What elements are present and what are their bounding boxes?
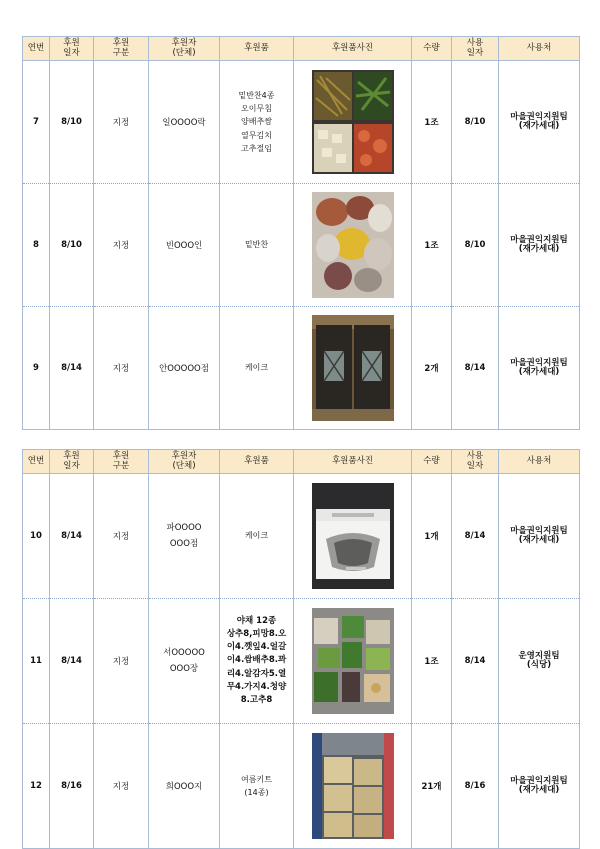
row-donor: 안OOOOO점 — [149, 307, 220, 430]
row-type: 지정 — [94, 474, 149, 599]
row-item: 야채 12종 상추8,피망8.오 이4.깻잎4.얼갈 이4.쌈배추8.꽈 리4.알감자5.열 무4.가지4.청양 8.고추8 — [220, 599, 294, 724]
donation-table-2 — [22, 449, 580, 849]
row-photo — [294, 474, 412, 599]
row-place: 마을권익지원팀 (재가세대) — [499, 474, 580, 599]
row-qty: 1개 — [412, 474, 452, 599]
row-donor: 서OOOOO OOO장 — [149, 599, 220, 724]
row-place: 마을권익지원팀 (재가세대) — [499, 307, 580, 430]
header-date: 후원 일자 — [50, 37, 94, 61]
row-no: 11 — [23, 599, 50, 724]
table-row — [23, 61, 580, 184]
row-qty: 21개 — [412, 724, 452, 849]
row-type: 지정 — [94, 307, 149, 430]
row-no: 7 — [23, 61, 50, 184]
header-no: 연번 — [23, 37, 50, 61]
header-no: 연번 — [23, 450, 50, 474]
row-qty: 1조 — [412, 599, 452, 724]
table-row — [23, 474, 580, 599]
row-qty: 1조 — [412, 61, 452, 184]
row-date: 8/14 — [50, 599, 94, 724]
row-item: 여름키트 (14종) — [220, 724, 294, 849]
header-photo: 후원품사진 — [294, 37, 412, 61]
row-date: 8/14 — [50, 474, 94, 599]
header-type: 후원 구분 — [94, 450, 149, 474]
donation-table-1 — [22, 36, 580, 430]
packed-side-dish-photo — [312, 192, 394, 298]
row-place: 마을권익지원팀 (재가세대) — [499, 61, 580, 184]
header-place: 사용처 — [499, 37, 580, 61]
row-use-date: 8/14 — [452, 599, 499, 724]
row-donor: 빈OOO인 — [149, 184, 220, 307]
row-qty: 1조 — [412, 184, 452, 307]
row-no: 8 — [23, 184, 50, 307]
row-type: 지정 — [94, 599, 149, 724]
header-use-date: 사용 일자 — [452, 450, 499, 474]
header-donor: 후원자 (단체) — [149, 450, 220, 474]
header-date: 후원 일자 — [50, 450, 94, 474]
row-item: 케이크 — [220, 474, 294, 599]
row-item: 케이크 — [220, 307, 294, 430]
row-donor: 파OOOO OOO점 — [149, 474, 220, 599]
table-row — [23, 307, 580, 430]
row-photo — [294, 61, 412, 184]
cake-box-open-photo — [312, 483, 394, 589]
row-use-date: 8/10 — [452, 184, 499, 307]
row-use-date: 8/10 — [452, 61, 499, 184]
row-place: 운영지원팀 (식당) — [499, 599, 580, 724]
cake-box-photo — [312, 315, 394, 421]
row-photo — [294, 307, 412, 430]
row-date: 8/16 — [50, 724, 94, 849]
row-type: 지정 — [94, 184, 149, 307]
side-dish-photo — [312, 70, 394, 174]
row-type: 지정 — [94, 724, 149, 849]
row-use-date: 8/14 — [452, 474, 499, 599]
header-use-date: 사용 일자 — [452, 37, 499, 61]
row-no: 10 — [23, 474, 50, 599]
row-qty: 2개 — [412, 307, 452, 430]
header-item: 후원품 — [220, 450, 294, 474]
row-use-date: 8/14 — [452, 307, 499, 430]
row-date: 8/10 — [50, 184, 94, 307]
table-row — [23, 724, 580, 849]
header-qty: 수량 — [412, 37, 452, 61]
header-photo: 후원품사진 — [294, 450, 412, 474]
row-photo — [294, 599, 412, 724]
row-donor: 희OOO지 — [149, 724, 220, 849]
header-qty: 수량 — [412, 450, 452, 474]
header-item: 후원품 — [220, 37, 294, 61]
row-date: 8/10 — [50, 61, 94, 184]
row-photo — [294, 184, 412, 307]
row-item: 밑반찬4종 오이무침 양배추쌈 열무김치 고추절임 — [220, 61, 294, 184]
vegetable-photo — [312, 608, 394, 714]
row-type: 지정 — [94, 61, 149, 184]
header-place: 사용처 — [499, 450, 580, 474]
summer-kit-photo — [312, 733, 394, 839]
header-row — [23, 37, 580, 61]
row-date: 8/14 — [50, 307, 94, 430]
header-type: 후원 구분 — [94, 37, 149, 61]
header-row — [23, 450, 580, 474]
row-no: 12 — [23, 724, 50, 849]
row-place: 마을권익지원팀 (재가세대) — [499, 724, 580, 849]
table-row — [23, 184, 580, 307]
row-use-date: 8/16 — [452, 724, 499, 849]
header-donor: 후원자 (단체) — [149, 37, 220, 61]
row-photo — [294, 724, 412, 849]
table-row — [23, 599, 580, 724]
row-no: 9 — [23, 307, 50, 430]
row-place: 마을권익지원팀 (재가세대) — [499, 184, 580, 307]
row-item: 밑반찬 — [220, 184, 294, 307]
row-donor: 일OOOO락 — [149, 61, 220, 184]
